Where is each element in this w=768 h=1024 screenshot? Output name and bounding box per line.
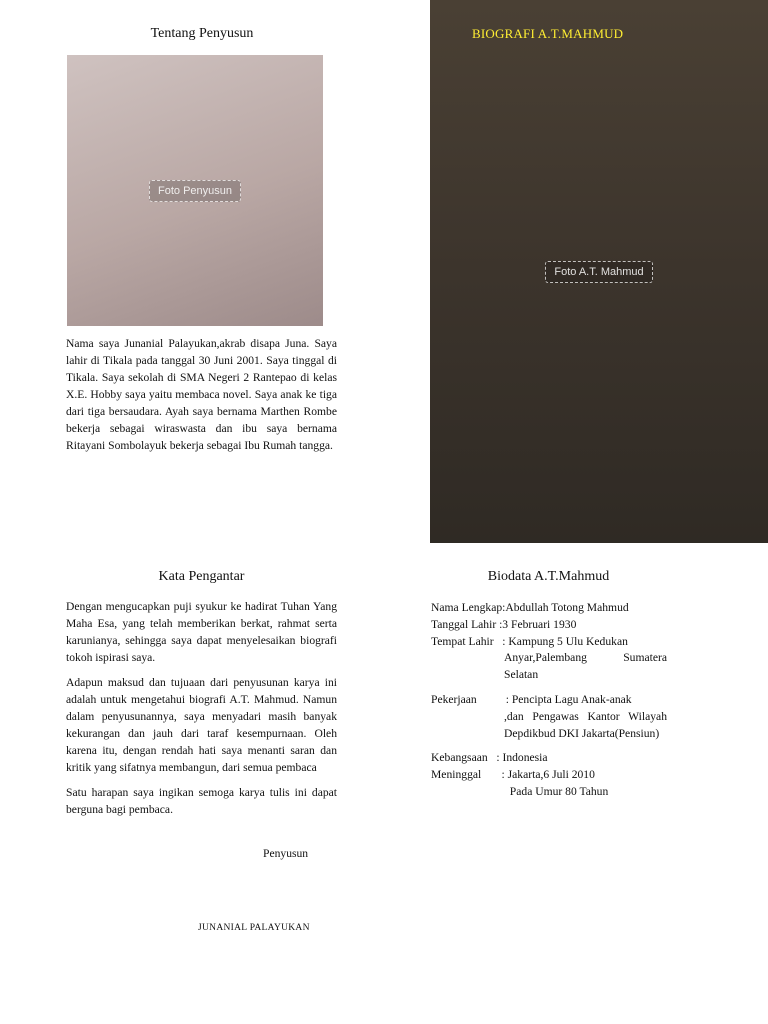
biodata-row-occupation xyxy=(431,692,667,709)
biodata-row-birthdate xyxy=(431,617,667,634)
about-paragraph: Nama saya Junanial Palayukan,akrab disapa Juna. Saya lahir di Tikala pada tanggal 30 Juni 2001. Saya tinggal di Tikala. Saya sekolah di SMA Negeri 2 Rantepao di kelas X.E. Hobby saya yaitu membaca novel. Saya anak ke tiga dari tiga bersaudara. Ayah saya bernama Marthen Rombe bekerja sebagai wiraswasta dan ibu saya bernama Ritayani Sombolayuk bekerja sebagai Ibu Rumah tangga. xyxy=(66,337,337,452)
preface-signature: Penyusun xyxy=(263,847,309,860)
biodata-value-birthdate: :3 Februari 1930 xyxy=(496,617,577,631)
biodata-birthplace-continued: Anyar,Palembang Sumatera Selatan xyxy=(504,651,667,682)
preface-paragraph-3: Satu harapan saya ingikan semoga karya tulis ini dapat berguna bagi pembaca. xyxy=(66,786,337,816)
biodata-death-age: Pada Umur 80 Tahun xyxy=(504,784,609,798)
biodata-row-nationality xyxy=(431,750,667,767)
author-photo xyxy=(67,55,323,326)
biodata-value-name: :Abdullah Totong Mahmud xyxy=(502,601,629,614)
preface-paragraph-2: Adapun maksud dan tujuaan dari penyusunan karya ini adalah untuk mengetahui biografi A.T. Mahmud. Namun dalam penyusunannya, saya menyadari masih banyak kekurangan dan jauh dari taraf kesempurnaan. Oleh karena itu, dengan rendah hati saya menanti saran dan kritik yang sifatnya membangun, dari semua pembaca xyxy=(66,676,337,774)
biodata-heading: Biodata A.T.Mahmud xyxy=(487,569,610,584)
biodata-value-nationality: : Indonesia xyxy=(487,751,548,765)
biodata-label-name: Nama Lengkap xyxy=(431,601,503,614)
biodata-row-name xyxy=(431,600,667,617)
biodata-label-death: Meninggal xyxy=(431,768,482,782)
subject-photo-placeholder-label: Foto A.T. Mahmud xyxy=(545,261,652,283)
author-name: JUNANIAL PALAYUKAN xyxy=(198,923,310,933)
biodata-label-nationality: Kebangsaan xyxy=(431,751,488,765)
biodata-row-birthplace xyxy=(431,634,667,651)
biodata-row-death xyxy=(431,767,667,784)
about-heading: Tentang Penyusun xyxy=(150,26,254,41)
cover-title: BIOGRAFI A.T.MAHMUD xyxy=(472,26,624,41)
author-photo-placeholder-label: Foto Penyusun xyxy=(149,180,241,202)
biodata-table xyxy=(431,600,667,801)
preface-body xyxy=(66,598,337,818)
biodata-occupation-continued: ,dan Pengawas Kantor Wilayah Depdikbud DKI Jakarta(Pensiun) xyxy=(504,709,667,740)
biodata-value-death: : Jakarta,6 Juli 2010 xyxy=(481,768,595,782)
biodata-value-birthplace: : Kampung 5 Ulu Kedukan xyxy=(493,634,628,648)
preface-paragraph-1: Dengan mengucapkan puji syukur ke hadirat Tuhan Yang Maha Esa, yang telah memberikan berkat, rahmat serta karunianya, sehingga saya dapat menyelesaikan biografi tokoh ispirasi saya. xyxy=(66,600,337,664)
biodata-label-occupation: Pekerjaan xyxy=(431,692,477,706)
preface-heading: Kata Pengantar xyxy=(158,569,245,584)
biodata-label-birthplace: Tempat Lahir xyxy=(431,634,494,648)
biodata-label-birthdate: Tanggal Lahir xyxy=(431,617,497,631)
subject-photo xyxy=(430,0,768,543)
biodata-value-occupation: : Pencipta Lagu Anak-anak xyxy=(476,692,632,706)
